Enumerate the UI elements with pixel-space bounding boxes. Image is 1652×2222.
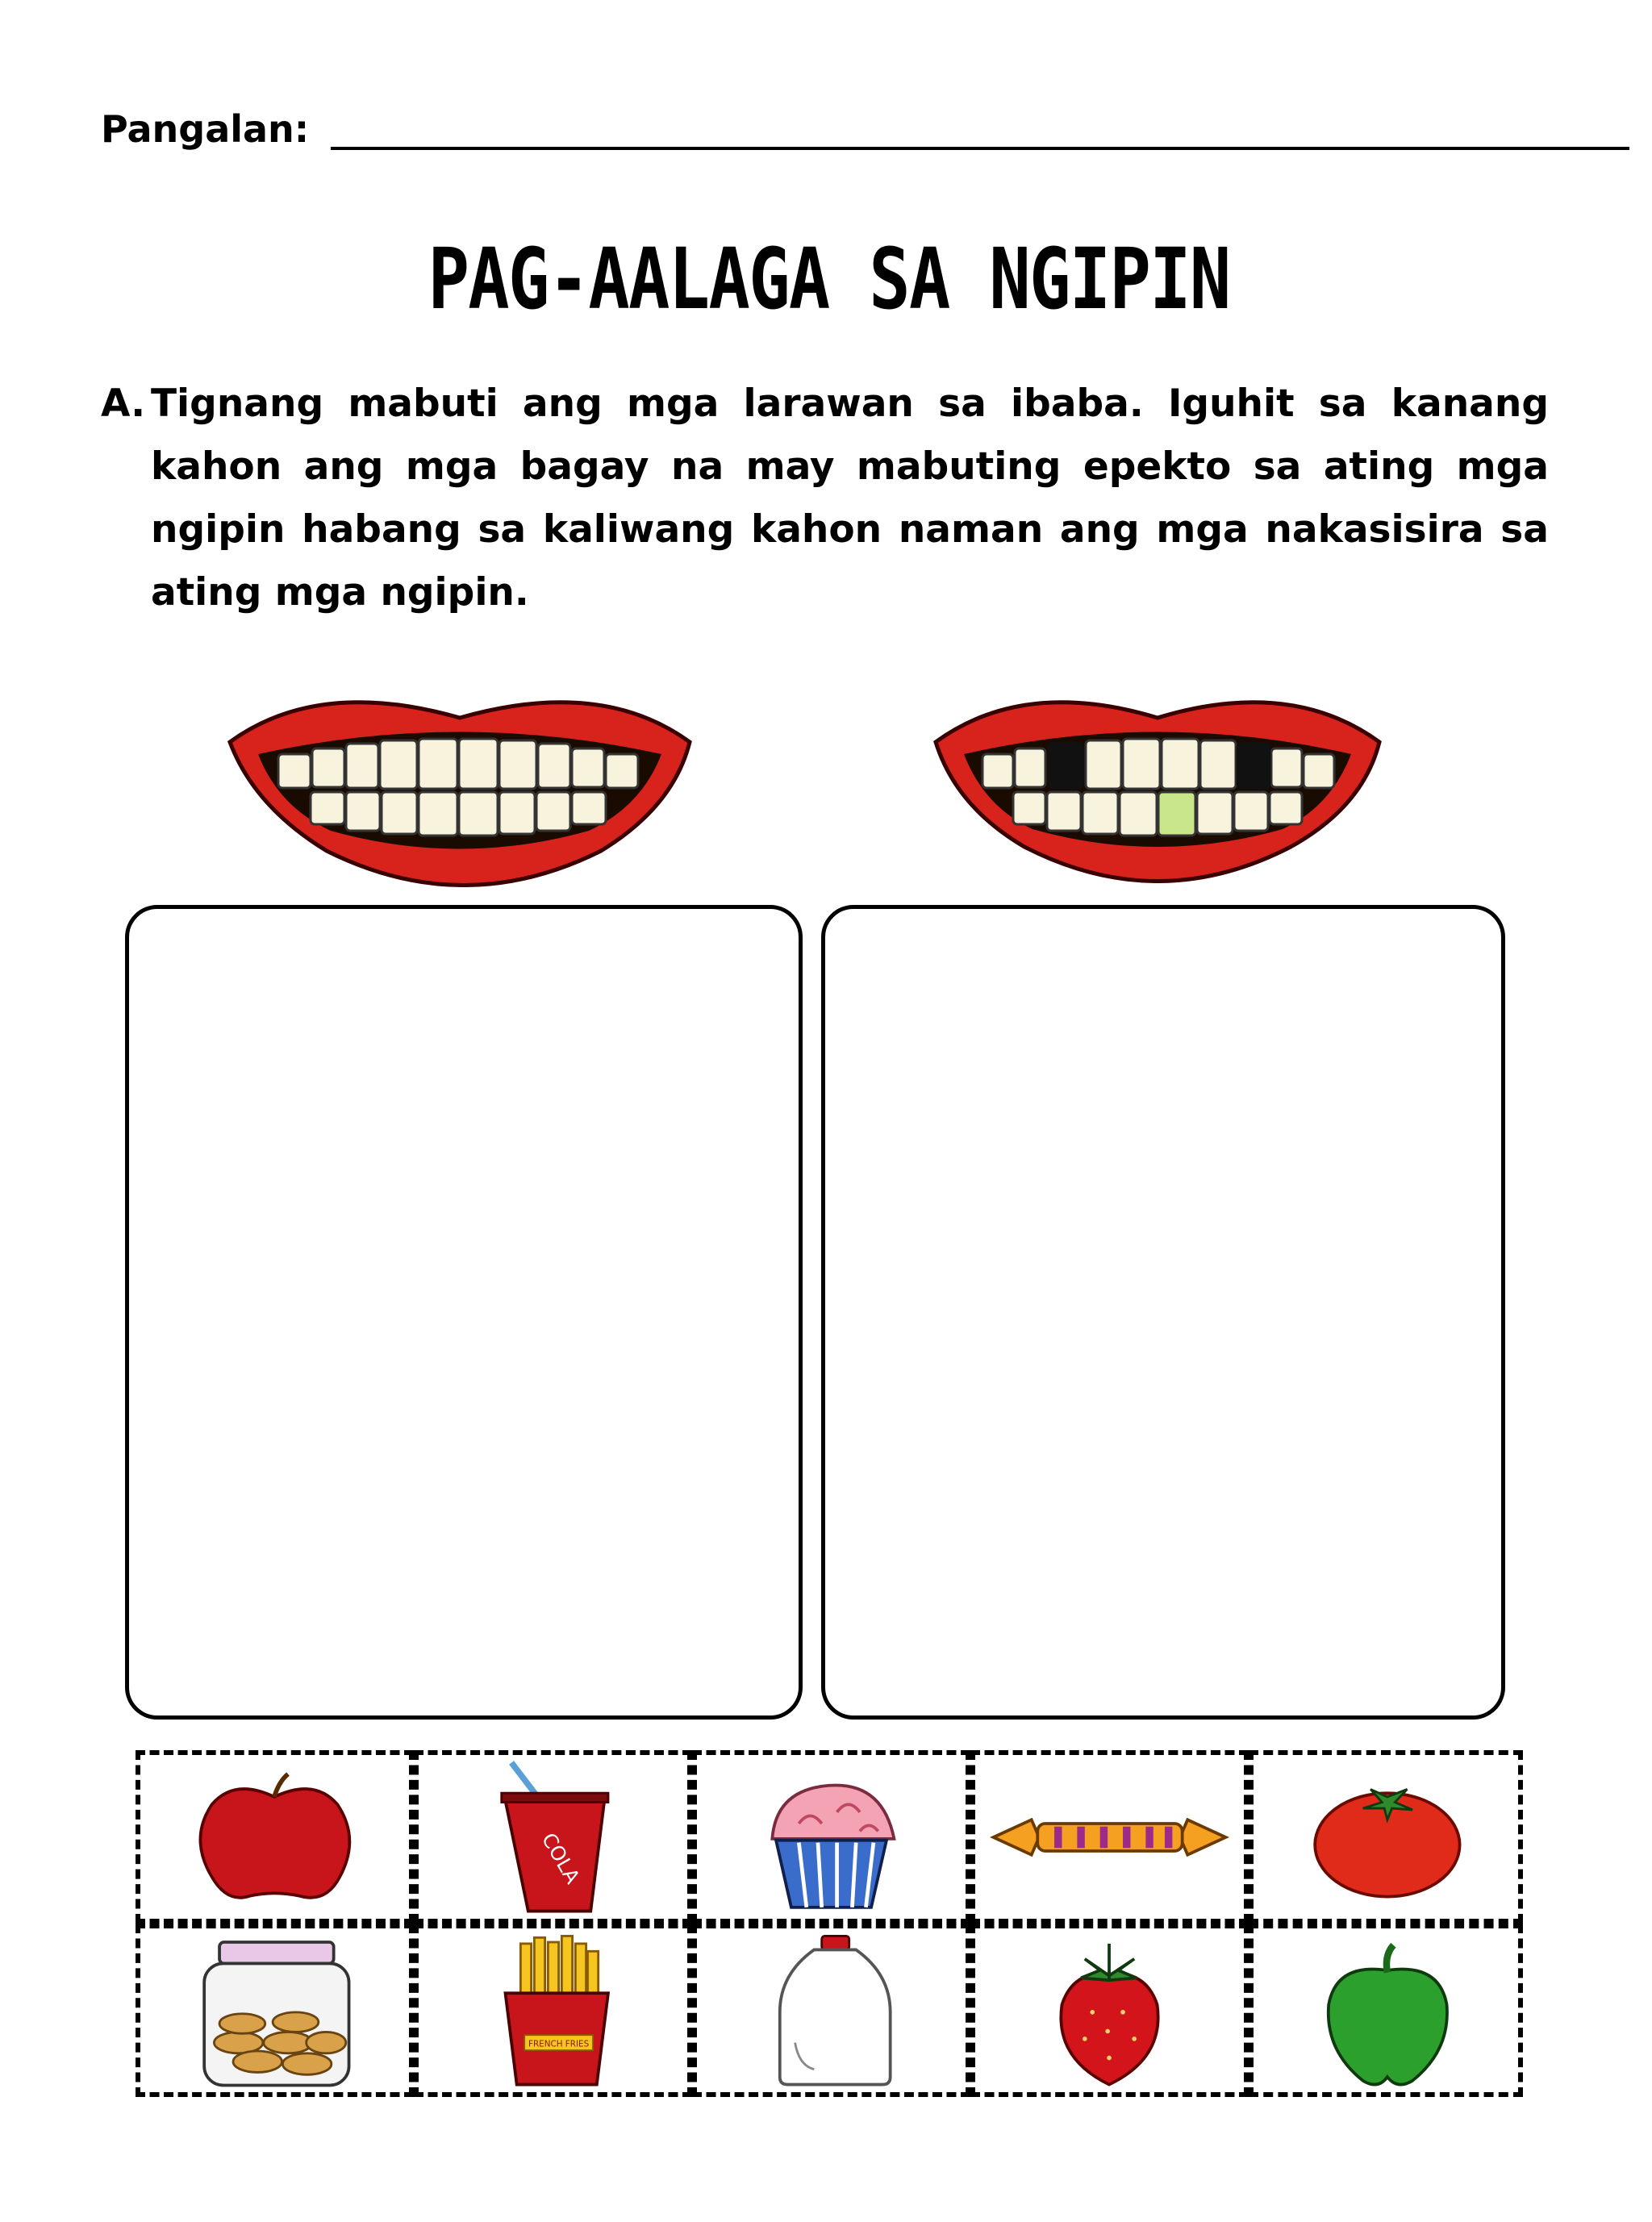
cola-label: COLA [536, 1828, 585, 1888]
page-title: PAG-AALAGA SA NGIPIN [428, 230, 1230, 328]
strawberry-icon [975, 1928, 1244, 2092]
milk-jug-icon [697, 1928, 966, 2092]
candy-icon [975, 1755, 1244, 1919]
instructions-letter: A. [101, 381, 146, 426]
card-strawberry[interactable] [970, 1924, 1249, 2097]
card-cookie-jar[interactable] [136, 1924, 414, 2097]
apple-icon [140, 1755, 409, 1919]
card-tomato[interactable] [1249, 1750, 1523, 1924]
instructions-text: Tignang mabuti ang mga larawan sa ibaba. Iguhit sa kanang kahon ang mga bagay na may mabuting epekto sa ating mga ngipin habang sa kaliwang kahon naman ang mga nakasisira sa ating mga ngipin. [151, 381, 1549, 615]
left-drawing-box[interactable] [125, 905, 803, 1720]
card-cupcake[interactable] [692, 1750, 970, 1924]
right-drawing-box[interactable] [821, 905, 1505, 1720]
name-line [331, 147, 1629, 150]
cola-cup-icon [419, 1755, 687, 1919]
card-bell-pepper[interactable] [1249, 1924, 1523, 2097]
name-row [101, 105, 1533, 153]
name-label: Pangalan: [101, 107, 310, 151]
decayed-teeth-mouth [928, 686, 1387, 883]
card-milk-jug[interactable] [692, 1924, 970, 2097]
green-bell-pepper-icon [1254, 1928, 1518, 2092]
cookie-jar-icon [140, 1928, 409, 2092]
card-cola[interactable] [414, 1750, 692, 1924]
card-french-fries[interactable] [414, 1924, 692, 2097]
fries-label: FRENCH FRIES [528, 2039, 590, 2049]
picture-cards [136, 1750, 1523, 2097]
tomato-icon [1254, 1755, 1518, 1919]
card-apple[interactable] [136, 1750, 414, 1924]
healthy-teeth-mouth [222, 686, 698, 887]
french-fries-icon [419, 1928, 687, 2092]
cupcake-icon [697, 1755, 966, 1919]
card-candy[interactable] [970, 1750, 1249, 1924]
